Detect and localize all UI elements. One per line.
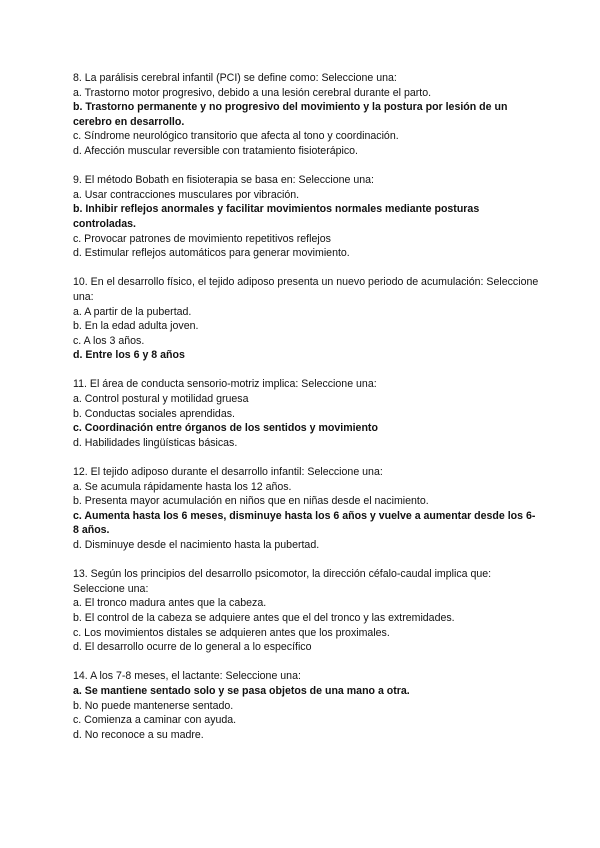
question-stem: 14. A los 7-8 meses, el lactante: Seleccione una:	[73, 670, 301, 683]
question-stem: 13. Según los principios del desarrollo psicomotor, la dirección céfalo-caudal implica que: Seleccione una:	[73, 568, 492, 595]
answer-option: d. El desarrollo ocurre de lo general a lo específico	[73, 641, 312, 654]
answer-option: b. Conductas sociales aprendidas.	[73, 407, 235, 420]
question-block	[73, 173, 540, 261]
question-stem: 12. El tejido adiposo durante el desarrollo infantil: Seleccione una:	[73, 466, 383, 479]
answer-option: c. Síndrome neurológico transitorio que afecta al tono y coordinación.	[73, 130, 399, 143]
question-stem: 8. La parálisis cerebral infantil (PCI) se define como: Seleccione una:	[73, 72, 397, 84]
answer-option-correct: b. Trastorno permanente y no progresivo del movimiento y la postura por lesión de un cerebro en desarrollo.	[73, 101, 508, 128]
answer-option: c. Comienza a caminar con ayuda.	[73, 714, 237, 727]
answer-option: d. Habilidades lingüísticas básicas.	[73, 436, 238, 449]
question-block	[73, 377, 540, 450]
question-block	[73, 71, 540, 159]
answer-option-correct: a. Se mantiene sentado solo y se pasa objetos de una mano a otra.	[73, 684, 410, 697]
question-block	[73, 465, 540, 553]
answer-option: b. Presenta mayor acumulación en niños que en niñas desde el nacimiento.	[73, 495, 429, 508]
answer-option: a. Usar contracciones musculares por vibración.	[73, 188, 300, 201]
answer-option: d. Disminuye desde el nacimiento hasta la pubertad.	[73, 539, 320, 551]
answer-option: d. No reconoce a su madre.	[73, 728, 204, 741]
answer-option: d. Estimular reflejos automáticos para generar movimiento.	[73, 247, 350, 260]
question-stem: 9. El método Bobath en fisioterapia se basa en: Seleccione una:	[73, 174, 374, 187]
question-block	[73, 567, 540, 655]
answer-option-correct: c. Coordinación entre órganos de los sentidos y movimiento	[73, 422, 378, 435]
answer-option: b. No puede mantenerse sentado.	[73, 699, 234, 712]
question-block	[73, 669, 540, 742]
answer-option: b. El control de la cabeza se adquiere antes que el del tronco y las extremidades.	[73, 611, 455, 624]
answer-option: c. Provocar patrones de movimiento repetitivos reflejos	[73, 232, 331, 245]
answer-option: d. Afección muscular reversible con tratamiento fisioterápico.	[73, 144, 358, 157]
answer-option-correct: c. Aumenta hasta los 6 meses, disminuye hasta los 6 años y vuelve a aumentar desde los 6-8 años.	[73, 509, 536, 537]
answer-option: a. Trastorno motor progresivo, debido a una lesión cerebral durante el parto.	[73, 86, 432, 99]
answer-option: b. En la edad adulta joven.	[73, 320, 199, 333]
answer-option: c. Los movimientos distales se adquieren antes que los proximales.	[73, 626, 390, 639]
answer-option: a. El tronco madura antes que la cabeza.	[73, 597, 267, 610]
answer-option: a. Se acumula rápidamente hasta los 12 años.	[73, 480, 292, 493]
answer-option: a. A partir de la pubertad.	[73, 305, 192, 318]
question-stem: 11. El área de conducta sensorio-motriz implica: Seleccione una:	[73, 378, 377, 391]
question-block	[73, 275, 540, 363]
answer-option-correct: b. Inhibir reflejos anormales y facilitar movimientos normales mediante posturas controladas.	[73, 203, 480, 230]
answer-option: c. A los 3 años.	[73, 334, 145, 347]
question-stem: 10. En el desarrollo físico, el tejido adiposo presenta un nuevo periodo de acumulación: Seleccione una:	[73, 276, 539, 303]
answer-option-correct: d. Entre los 6 y 8 años	[73, 349, 185, 362]
answer-option: a. Control postural y motilidad gruesa	[73, 393, 249, 406]
